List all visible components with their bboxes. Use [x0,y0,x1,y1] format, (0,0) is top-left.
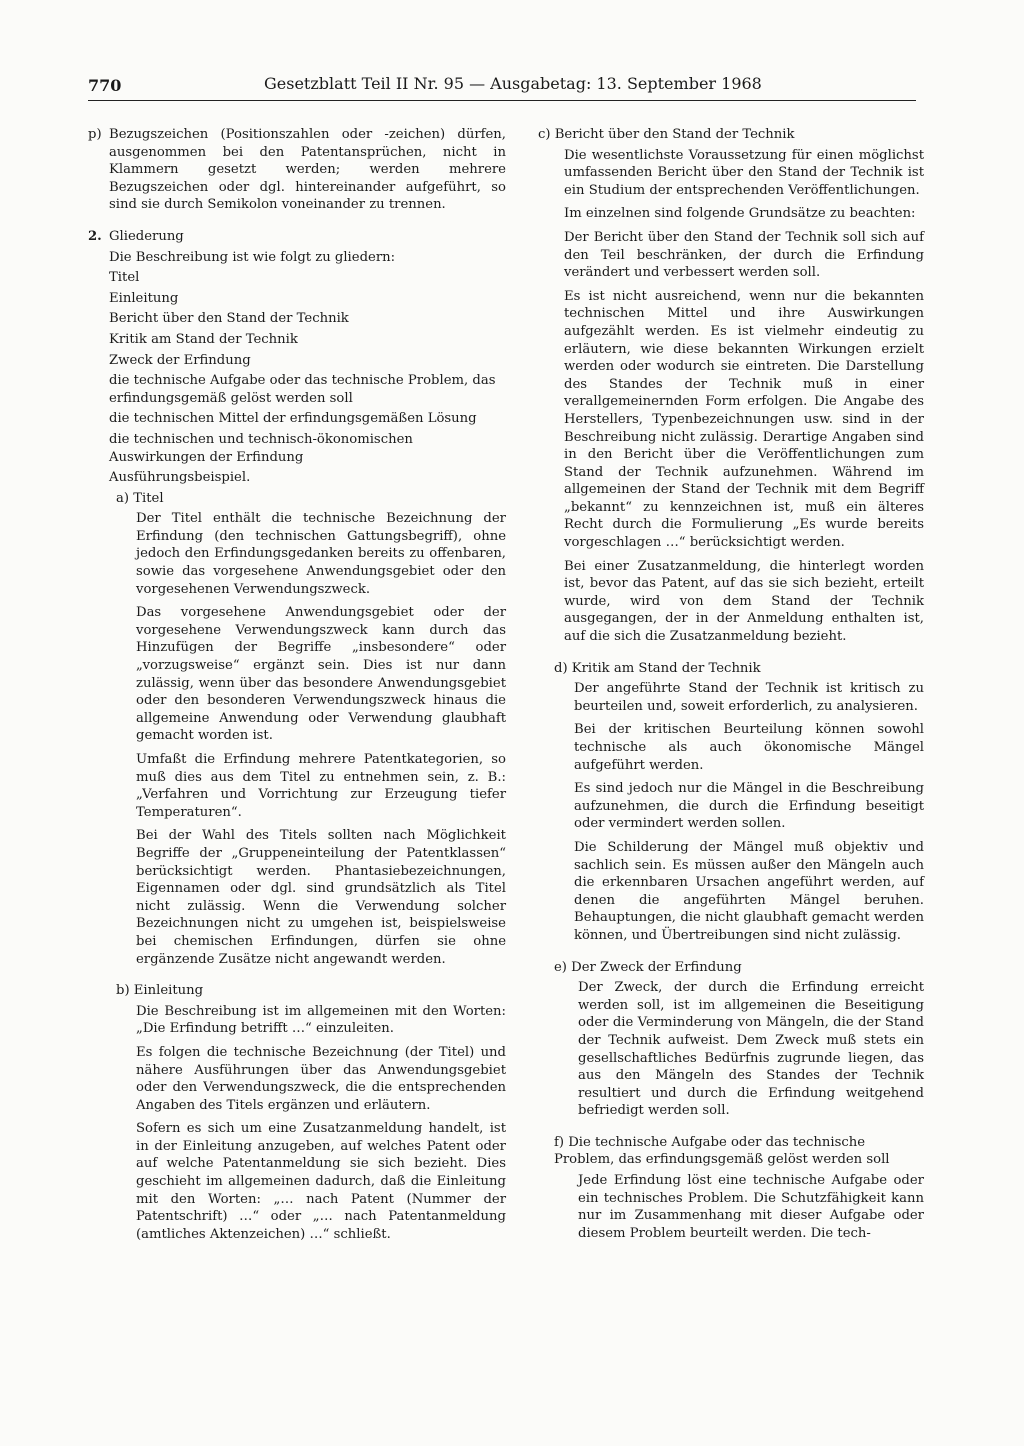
paragraph: Bei der Wahl des Titels sollten nach Möglichkeit Begriffe der „Gruppeneinteilung der Patentklassen“ berücksichtigt werden. Phantasiebezeichnungen, Eigennamen oder dgl. sind grundsätzlich als Titel nicht zulässig. Wenn die Verwendung solcher Bezeichnungen nicht zu umgehen ist, beispielsweise bei chemischen Erfindungen, dürfen sie ohne ergänzende Zusätze nicht angewandt werden. [136,828,506,967]
outline-item: die technischen und technisch-ökonomischen Auswirkungen der Erfindung [109,431,413,465]
subsection-c-heading: c) Bericht über den Stand der Technik [538,127,795,142]
paragraph: Es folgen die technische Bezeichnung (der Titel) und nähere Ausführungen über das Anwendungsgebiet oder den Verwendungszweck, die die entsprechenden Angaben des Titels ergänzen und erläutern. [136,1044,506,1113]
right-column [538,126,924,1248]
paragraph: Die Schilderung der Mängel muß objektiv und sachlich sein. Es müssen außer den Mängeln auch die erkennbaren Ursachen angeführt werden, auf denen die angeführten Mängel beruhen. Behauptungen, die nicht glaubhaft gemacht werden können, und Übertreibungen sind nicht zulässig. [574,839,924,943]
subsection-b-heading: b) Einleitung [116,983,204,999]
outline-item: die technischen Mittel der erfindungsgemäßen Lösung [109,411,477,427]
outline-item: Einleitung [109,290,179,306]
section-2-heading: Gliederung [109,228,184,244]
subsection-a-heading: a) Titel [116,490,164,506]
paragraph: Sofern es sich um eine Zusatzanmeldung handelt, ist in der Einleitung anzugeben, auf welches Patent oder auf welche Patentanmeldung sie sich bezieht. Dies geschieht im allgemeinen dadurch, daß die Einleitung mit den Worten: „… nach Patent (Nummer der Patentschrift) …“ oder „… nach Patentanmeldung (amtliches Aktenzeichen) …“ schließt. [136,1121,506,1242]
subsection-d [538,660,924,945]
paragraph: Jede Erfindung löst eine technische Aufgabe oder ein technisches Problem. Die Schutzfähigkeit kann nur im Zusammenhang mit dieser Aufgabe oder diesem Problem beurteilt werden. Die tech- [578,1173,924,1241]
paragraph: Es sind jedoch nur die Mängel in die Beschreibung aufzunehmen, die durch die Erfindung beseitigt oder vermindert werden sollen. [574,781,924,832]
section-2-label: 2. [88,228,102,244]
paragraph: Es ist nicht ausreichend, wenn nur die bekannten technischen Mittel und ihre Auswirkungen aufgezählt werden. Es ist vielmehr eindeutig zu erläutern, wie diese bekannten Wirkungen erzielt werden oder wodurch sie eintreten. Die Darstellung des Standes der Technik muß in einer verallgemeinernden Form erfolgen. Die Angabe des Herstellers, Typenbezeichnungen usw. sind in der Beschreibung nicht zulässig. Derartige Angaben sind in den Bericht über die Veröffentlichungen zum Stand der Technik aufzunehmen. Während im allgemeinen der Stand der Technik mit dem Begriff „bekannt“ zu kennzeichnen ist, muß ein älteres Recht durch die Formulierung „Es wurde bereits vorgeschlagen …“ berücksichtigt werden. [564,288,924,551]
subsection-a [88,490,506,968]
subsection-e-heading: e) Der Zweck der Erfindung [554,959,742,975]
outline-item: Titel [109,270,140,286]
subsection-f-heading: f) Die technische Aufgabe oder das technische Problem, das erfindungsgemäß gelöst werden soll [554,1134,890,1168]
page-header [88,74,916,101]
paragraph: Die Beschreibung ist im allgemeinen mit den Worten: „Die Erfindung betrifft …“ einzuleiten. [136,1003,506,1037]
section-2 [88,228,506,487]
left-column [88,126,506,1249]
section-2-intro: Die Beschreibung ist wie folgt zu gliedern: [109,249,396,265]
paragraph: Die wesentlichste Voraussetzung für einen möglichst umfassenden Bericht über den Stand der Technik ist ein Studium der entsprechenden Veröffentlichungen. [564,147,924,198]
paragraph: Das vorgesehene Anwendungsgebiet oder der vorgesehene Verwendungszweck kann durch das Hinzufügen der Begriffe „insbesondere“ oder „vorzugsweise“ ergänzt sein. Dies ist nur dann zulässig, wenn über das besondere Anwendungsgebiet oder den besonderen Verwendungszweck hinaus die allgemeine Anwendung oder Verwendung glaubhaft gemacht worden ist. [136,605,506,744]
outline-item: Kritik am Stand der Technik [109,331,298,347]
outline-list [109,269,506,487]
paragraph: Bei einer Zusatzanmeldung, die hinterlegt worden ist, bevor das Patent, auf das sie sich bezieht, erteilt wurde, wird von dem Stand der Technik ausgegangen, der in der Anmeldung enthalten ist, auf die sich die Zusatzanmeldung bezieht. [564,558,924,645]
outline-item: die technische Aufgabe oder das technische Problem, das erfindungsgemäß gelöst werden soll [109,373,496,406]
paragraph: Der Titel enthält die technische Bezeichnung der Erfindung (den technischen Gattungsbegriff), ohne jedoch den Erfindungsgedanken bereits zu offenbaren, sowie das vorgesehene Anwendungsgebiet oder den vorgesehenen Verwendungszweck. [136,511,506,597]
outline-item: Ausführungsbeispiel. [109,470,251,486]
subsection-b [88,982,506,1243]
subsection-c [538,126,924,646]
outline-item: Bericht über den Stand der Technik [109,311,349,327]
paragraph: Umfaßt die Erfindung mehrere Patentkategorien, so muß dies aus dem Titel zu entnehmen sein, z. B.: „Verfahren und Vorrichtung zur Erzeugung tiefer Temperaturen“. [136,752,506,820]
item-p [88,126,506,214]
paragraph: Der Bericht über den Stand der Technik soll sich auf den Teil beschränken, der durch die Erfindung verändert und verbessert werden soll. [564,229,924,281]
paragraph: Bei der kritischen Beurteilung können sowohl technische als auch ökonomische Mängel aufgeführt werden. [574,722,924,773]
item-p-label: p) [88,127,102,142]
gazette-title: Gesetzblatt Teil II Nr. 95 — Ausgabetag: 13. September 1968 [264,74,762,93]
item-p-text: Bezugszeichen (Positionszahlen oder -zeichen) dürfen, ausgenommen bei den Patentansprüchen, nicht in Klammern gesetzt werden; werden mehrere Bezugszeichen oder dgl. hintereinander aufgeführt, so sind sie durch Semikolon voneinander zu trennen. [109,127,506,213]
paragraph: Im einzelnen sind folgende Grundsätze zu beachten: [564,206,916,222]
outline-item: Zweck der Erfindung [109,352,251,368]
page-number: 770 [88,76,122,95]
paragraph: Der Zweck, der durch die Erfindung erreicht werden soll, ist im allgemeinen die Beseitigung oder die Verminderung von Mängeln, die der Stand der Technik aufweist. Dem Zweck muß stets ein gesellschaftliches Bedürfnis zugrunde liegen, das aus den Mängeln des Standes der Technik resultiert und durch die Erfindung weitgehend befriedigt werden soll. [578,980,924,1119]
paragraph: Der angeführte Stand der Technik ist kritisch zu beurteilen und, soweit erforderlich, zu analysieren. [574,681,924,714]
subsection-f [538,1134,924,1243]
subsection-e [538,959,924,1120]
subsection-d-heading: d) Kritik am Stand der Technik [554,660,761,676]
